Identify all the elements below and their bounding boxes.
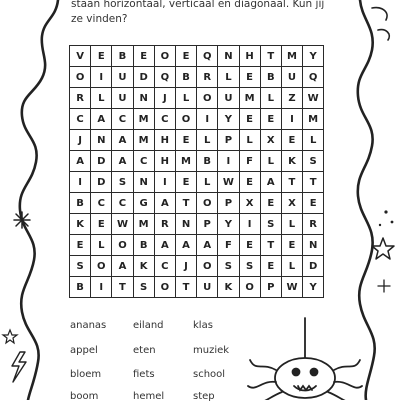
grid-cell[interactable]: X xyxy=(281,193,302,214)
grid-cell[interactable]: E xyxy=(175,130,196,151)
grid-cell[interactable]: C xyxy=(154,109,175,130)
grid-cell[interactable]: C xyxy=(91,193,112,214)
word-list-item: ananas xyxy=(70,320,107,331)
dots-decoration xyxy=(379,210,394,226)
grid-cell[interactable]: E xyxy=(91,46,112,67)
grid-cell[interactable]: K xyxy=(70,214,91,235)
grid-cell[interactable]: T xyxy=(175,277,196,298)
grid-cell[interactable]: A xyxy=(91,109,112,130)
grid-cell[interactable]: N xyxy=(303,235,324,256)
grid-row xyxy=(70,130,324,151)
grid-cell[interactable]: M xyxy=(303,109,324,130)
grid-cell[interactable]: J xyxy=(154,88,175,109)
grid-cell[interactable]: O xyxy=(154,277,175,298)
grid-cell[interactable]: P xyxy=(218,130,239,151)
grid-cell[interactable]: D xyxy=(91,151,112,172)
grid-cell[interactable]: R xyxy=(70,88,91,109)
grid-cell[interactable]: A xyxy=(154,235,175,256)
grid-cell[interactable]: E xyxy=(281,130,302,151)
grid-cell[interactable]: R xyxy=(197,67,218,88)
grid-cell[interactable]: C xyxy=(112,193,133,214)
grid-cell[interactable]: C xyxy=(154,256,175,277)
grid-cell[interactable]: A xyxy=(260,172,281,193)
grid-cell[interactable]: Y xyxy=(218,214,239,235)
grid-cell[interactable]: F xyxy=(218,235,239,256)
grid-cell[interactable]: L xyxy=(260,151,281,172)
grid-cell[interactable]: L xyxy=(197,130,218,151)
grid-cell[interactable]: E xyxy=(303,193,324,214)
grid-cell[interactable]: E xyxy=(260,256,281,277)
grid-row xyxy=(70,151,324,172)
grid-cell[interactable]: M xyxy=(281,46,302,67)
grid-cell[interactable]: T xyxy=(112,277,133,298)
grid-cell[interactable]: K xyxy=(281,151,302,172)
instruction-line-1: staan horizontaal, verticaal en diagonaal. Kun jij xyxy=(71,0,325,10)
grid-row xyxy=(70,277,324,298)
grid-cell[interactable]: L xyxy=(239,130,260,151)
word-list-item: school xyxy=(193,369,226,380)
grid-cell[interactable]: S xyxy=(133,277,154,298)
word-list-item: step xyxy=(193,391,215,402)
grid-cell[interactable]: J xyxy=(70,130,91,151)
word-list xyxy=(0,320,400,400)
grid-cell[interactable]: I xyxy=(70,172,91,193)
grid-cell[interactable]: F xyxy=(239,151,260,172)
grid-cell[interactable]: O xyxy=(197,256,218,277)
grid-cell[interactable]: O xyxy=(239,277,260,298)
grid-cell[interactable]: W xyxy=(112,214,133,235)
grid-cell[interactable]: K xyxy=(218,277,239,298)
grid-cell[interactable]: E xyxy=(260,109,281,130)
grid-cell[interactable]: M xyxy=(175,151,196,172)
grid-cell[interactable]: E xyxy=(175,46,196,67)
grid-cell[interactable]: E xyxy=(239,172,260,193)
grid-cell[interactable]: O xyxy=(175,109,196,130)
grid-cell[interactable]: U xyxy=(218,88,239,109)
word-list-item: boom xyxy=(70,391,99,402)
grid-cell[interactable]: K xyxy=(133,256,154,277)
grid-cell[interactable]: X xyxy=(260,130,281,151)
grid-cell[interactable]: B xyxy=(70,277,91,298)
word-list-item: hemel xyxy=(133,391,165,402)
grid-cell[interactable]: H xyxy=(239,46,260,67)
grid-cell[interactable]: O xyxy=(112,235,133,256)
grid-cell[interactable]: T xyxy=(281,172,302,193)
grid-cell[interactable]: A xyxy=(112,130,133,151)
grid-cell[interactable]: Y xyxy=(303,277,324,298)
word-search-grid xyxy=(69,45,324,298)
grid-cell[interactable]: P xyxy=(260,277,281,298)
grid-cell[interactable]: M xyxy=(133,109,154,130)
grid-cell[interactable]: O xyxy=(154,46,175,67)
grid-cell[interactable]: A xyxy=(112,256,133,277)
grid-cell[interactable]: E xyxy=(70,235,91,256)
grid-row xyxy=(70,67,324,88)
grid-cell[interactable]: S xyxy=(303,151,324,172)
word-list-item: eiland xyxy=(133,320,164,331)
grid-cell[interactable]: T xyxy=(303,172,324,193)
sparkle-icon xyxy=(378,280,390,292)
grid-cell[interactable]: I xyxy=(154,172,175,193)
grid-row xyxy=(70,172,324,193)
word-list-item: muziek xyxy=(193,345,230,356)
grid-cell[interactable]: Z xyxy=(281,88,302,109)
grid-cell[interactable]: A xyxy=(70,151,91,172)
grid-cell[interactable]: L xyxy=(175,88,196,109)
grid-cell[interactable]: S xyxy=(260,214,281,235)
grid-cell[interactable]: M xyxy=(239,88,260,109)
grid-cell[interactable]: E xyxy=(239,235,260,256)
grid-cell[interactable]: S xyxy=(218,256,239,277)
instruction-text xyxy=(71,0,331,27)
grid-cell[interactable]: E xyxy=(175,172,196,193)
grid-cell[interactable]: A xyxy=(112,151,133,172)
grid-cell[interactable]: N xyxy=(133,172,154,193)
star-icon xyxy=(372,238,394,259)
grid-cell[interactable]: O xyxy=(197,193,218,214)
grid-cell[interactable]: W xyxy=(218,172,239,193)
grid-cell[interactable]: A xyxy=(175,235,196,256)
word-list-item: appel xyxy=(70,345,98,356)
grid-cell[interactable]: L xyxy=(91,235,112,256)
grid-cell[interactable]: D xyxy=(303,256,324,277)
grid-cell[interactable]: L xyxy=(303,130,324,151)
grid-cell[interactable]: E xyxy=(239,109,260,130)
grid-cell[interactable]: A xyxy=(197,235,218,256)
grid-cell[interactable]: N xyxy=(91,130,112,151)
grid-cell[interactable]: B xyxy=(175,67,196,88)
grid-cell[interactable]: Y xyxy=(303,46,324,67)
grid-cell[interactable]: R xyxy=(154,214,175,235)
word-list-item: eten xyxy=(133,345,156,356)
grid-cell[interactable]: H xyxy=(154,151,175,172)
grid-row xyxy=(70,46,324,67)
grid-cell[interactable]: W xyxy=(303,88,324,109)
grid-row xyxy=(70,214,324,235)
grid-cell[interactable]: N xyxy=(175,214,196,235)
grid-cell[interactable]: I xyxy=(91,67,112,88)
grid-cell[interactable]: U xyxy=(197,277,218,298)
grid-cell[interactable]: T xyxy=(175,193,196,214)
grid-cell[interactable]: E xyxy=(281,235,302,256)
grid-cell[interactable]: E xyxy=(91,214,112,235)
grid-cell[interactable]: U xyxy=(281,67,302,88)
grid-cell[interactable]: B xyxy=(112,46,133,67)
grid-cell[interactable]: O xyxy=(91,256,112,277)
grid-row xyxy=(70,109,324,130)
sparkle-icon xyxy=(14,212,30,228)
grid-cell[interactable]: L xyxy=(281,214,302,235)
grid-cell[interactable]: S xyxy=(112,172,133,193)
grid-cell[interactable]: O xyxy=(70,67,91,88)
grid-cell[interactable]: J xyxy=(175,256,196,277)
grid-row xyxy=(70,193,324,214)
grid-cell[interactable]: O xyxy=(197,88,218,109)
grid-cell[interactable]: B xyxy=(70,193,91,214)
grid-cell[interactable]: I xyxy=(91,277,112,298)
grid-cell[interactable]: D xyxy=(133,67,154,88)
grid-cell[interactable]: G xyxy=(133,193,154,214)
grid-cell[interactable]: R xyxy=(303,214,324,235)
word-list-item: klas xyxy=(193,320,213,331)
grid-cell[interactable]: I xyxy=(281,109,302,130)
grid-cell[interactable]: L xyxy=(218,67,239,88)
grid-cell[interactable]: Y xyxy=(218,109,239,130)
grid-cell[interactable]: C xyxy=(112,109,133,130)
grid-cell[interactable]: L xyxy=(260,88,281,109)
grid-cell[interactable]: X xyxy=(239,193,260,214)
grid-cell[interactable]: U xyxy=(112,67,133,88)
instruction-line-2: ze vinden? xyxy=(71,13,128,25)
grid-cell[interactable]: L xyxy=(197,172,218,193)
grid-cell[interactable]: I xyxy=(239,214,260,235)
grid-cell[interactable]: S xyxy=(70,256,91,277)
grid-row xyxy=(70,256,324,277)
grid-cell[interactable]: E xyxy=(260,193,281,214)
grid-cell[interactable]: I xyxy=(218,151,239,172)
grid-cell[interactable]: P xyxy=(218,193,239,214)
grid-cell[interactable]: Q xyxy=(154,67,175,88)
grid-cell[interactable]: B xyxy=(197,151,218,172)
grid-cell[interactable]: L xyxy=(91,88,112,109)
grid-cell[interactable]: A xyxy=(154,193,175,214)
grid-cell[interactable]: E xyxy=(239,67,260,88)
grid-cell[interactable]: P xyxy=(197,214,218,235)
grid-cell[interactable]: N xyxy=(133,88,154,109)
grid-cell[interactable]: V xyxy=(70,46,91,67)
grid-cell[interactable]: W xyxy=(281,277,302,298)
grid-cell[interactable]: N xyxy=(218,46,239,67)
grid-cell[interactable]: C xyxy=(70,109,91,130)
grid-cell[interactable]: C xyxy=(133,151,154,172)
grid-cell[interactable]: M xyxy=(133,214,154,235)
grid-cell[interactable]: D xyxy=(91,172,112,193)
grid-cell[interactable]: H xyxy=(154,130,175,151)
word-list-item: bloem xyxy=(70,369,102,380)
grid-cell[interactable]: B xyxy=(260,67,281,88)
grid-cell[interactable]: I xyxy=(197,109,218,130)
grid-cell[interactable]: U xyxy=(112,88,133,109)
grid-cell[interactable]: L xyxy=(281,256,302,277)
grid-cell[interactable]: T xyxy=(260,46,281,67)
grid-cell[interactable]: M xyxy=(133,130,154,151)
grid-cell[interactable]: Q xyxy=(197,46,218,67)
grid-cell[interactable]: T xyxy=(260,235,281,256)
grid-cell[interactable]: Q xyxy=(303,67,324,88)
grid-cell[interactable]: S xyxy=(239,256,260,277)
grid-row xyxy=(70,235,324,256)
grid-row xyxy=(70,88,324,109)
grid-cell[interactable]: B xyxy=(133,235,154,256)
word-list-item: fiets xyxy=(133,369,155,380)
swirl-icon xyxy=(372,8,389,40)
grid-cell[interactable]: E xyxy=(133,46,154,67)
